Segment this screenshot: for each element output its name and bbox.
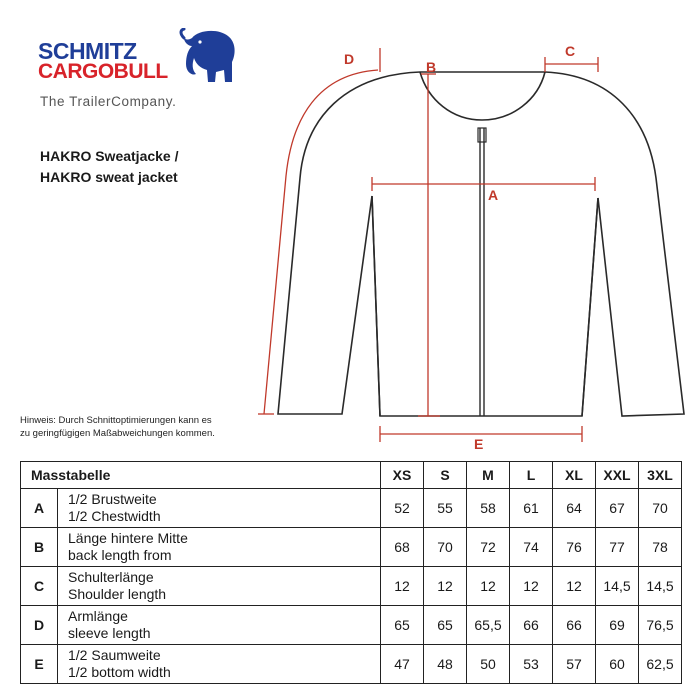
size-value: 65,5	[467, 606, 510, 645]
size-value: 12	[381, 567, 424, 606]
size-value: 78	[639, 528, 682, 567]
size-value: 55	[424, 489, 467, 528]
table-header-row	[21, 462, 682, 489]
table-row	[21, 645, 682, 684]
jacket-outline	[278, 72, 684, 416]
row-key: A	[21, 489, 58, 528]
size-value: 74	[510, 528, 553, 567]
left-side-seam	[372, 196, 380, 416]
brand-tagline: The TrailerCompany.	[40, 94, 177, 109]
row-description-de: Schulterlänge	[68, 569, 154, 585]
row-key: D	[21, 606, 58, 645]
table-row	[21, 489, 682, 528]
size-value: 66	[510, 606, 553, 645]
size-value: 57	[553, 645, 596, 684]
measure-label-c: C	[565, 43, 576, 59]
measure-label-e: E	[474, 436, 484, 450]
measure-label-d: D	[344, 51, 355, 67]
table-row	[21, 567, 682, 606]
row-description	[58, 528, 381, 567]
size-value: 70	[424, 528, 467, 567]
size-header-xl: XL	[553, 462, 596, 489]
size-value: 77	[596, 528, 639, 567]
size-value: 76	[553, 528, 596, 567]
row-description-de: Armlänge	[68, 608, 128, 624]
size-value: 69	[596, 606, 639, 645]
product-title-en: HAKRO sweat jacket	[40, 169, 178, 185]
row-description-en: back length from	[68, 547, 172, 563]
size-value: 61	[510, 489, 553, 528]
table-row	[21, 528, 682, 567]
table-row	[21, 606, 682, 645]
size-value: 70	[639, 489, 682, 528]
size-value: 12	[467, 567, 510, 606]
zipper	[478, 128, 486, 416]
row-description	[58, 645, 381, 684]
size-table	[20, 461, 682, 684]
row-description	[58, 489, 381, 528]
size-value: 58	[467, 489, 510, 528]
measure-line-d	[264, 70, 378, 414]
size-value: 48	[424, 645, 467, 684]
size-value: 12	[424, 567, 467, 606]
row-key: E	[21, 645, 58, 684]
row-description-de: Länge hintere Mitte	[68, 530, 188, 546]
row-description-en: Shoulder length	[68, 586, 167, 602]
size-value: 65	[424, 606, 467, 645]
measure-label-a: A	[488, 187, 499, 203]
size-value: 64	[553, 489, 596, 528]
size-value: 47	[381, 645, 424, 684]
size-value: 12	[510, 567, 553, 606]
size-value: 76,5	[639, 606, 682, 645]
size-header-m: M	[467, 462, 510, 489]
row-description-de: 1/2 Brustweite	[68, 491, 157, 507]
measurement-lines	[258, 48, 598, 442]
note-line1: Hinweis: Durch Schnittoptimierungen kann es	[20, 415, 212, 426]
measure-label-b: B	[426, 59, 437, 75]
row-key: C	[21, 567, 58, 606]
size-header-s: S	[424, 462, 467, 489]
brand-name-line1: SCHMITZ	[38, 38, 137, 64]
size-value: 66	[553, 606, 596, 645]
size-value: 53	[510, 645, 553, 684]
neckline	[420, 72, 545, 120]
size-header-xs: XS	[381, 462, 424, 489]
brand-name-line2: CARGOBULL	[38, 60, 168, 83]
size-value: 67	[596, 489, 639, 528]
right-side-seam	[582, 198, 598, 416]
size-value: 12	[553, 567, 596, 606]
row-description	[58, 567, 381, 606]
size-value: 65	[381, 606, 424, 645]
row-description-en: sleeve length	[68, 625, 151, 641]
row-description-de: 1/2 Saumweite	[68, 647, 161, 663]
note-line2: zu geringfügigen Maßabweichungen kommen.	[20, 428, 215, 439]
row-description-en: 1/2 Chestwidth	[68, 508, 161, 524]
jacket-body-outline	[278, 72, 684, 416]
size-value: 52	[381, 489, 424, 528]
row-key: B	[21, 528, 58, 567]
size-header-xxl: XXL	[596, 462, 639, 489]
size-value: 50	[467, 645, 510, 684]
row-description	[58, 606, 381, 645]
size-value: 62,5	[639, 645, 682, 684]
size-header-3xl: 3XL	[639, 462, 682, 489]
row-description-en: 1/2 bottom width	[68, 664, 171, 680]
size-value: 14,5	[596, 567, 639, 606]
size-value: 60	[596, 645, 639, 684]
product-title-de: HAKRO Sweatjacke /	[40, 148, 179, 164]
table-title: Masstabelle	[21, 462, 381, 489]
size-value: 72	[467, 528, 510, 567]
size-header-l: L	[510, 462, 553, 489]
size-value: 14,5	[639, 567, 682, 606]
measurement-note	[20, 414, 215, 440]
size-value: 68	[381, 528, 424, 567]
